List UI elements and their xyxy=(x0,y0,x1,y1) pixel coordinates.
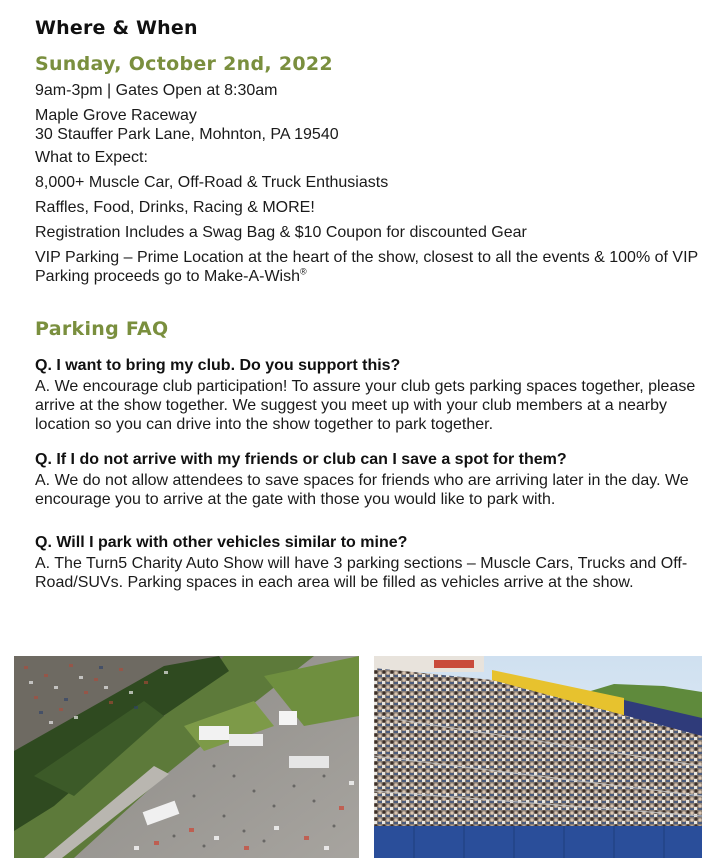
faq-answer-similar-vehicles: A. The Turn5 Charity Auto Show will have 3 parking sections – Muscle Cars, Trucks and Off-Road/SUVs. Parking spaces in each area will be filled as vehicles arrive at the show. xyxy=(35,555,688,591)
vip-parking-text xyxy=(35,248,703,286)
what-to-expect-label: What to Expect: xyxy=(35,149,148,166)
faq-question-club: Q. I want to bring my club. Do you support this? xyxy=(35,357,401,374)
where-when-heading: Where & When xyxy=(35,17,198,39)
event-time: 9am-3pm | Gates Open at 8:30am xyxy=(35,82,278,99)
venue-name: Maple Grove Raceway xyxy=(35,107,197,124)
registered-mark: ® xyxy=(300,266,307,277)
event-date: Sunday, October 2nd, 2022 xyxy=(35,53,333,75)
venue-address: 30 Stauffer Park Lane, Mohnton, PA 19540 xyxy=(35,126,339,143)
faq-answer-save-spot: A. We do not allow attendees to save spaces for friends who are arriving later in the day. We encourage you to arrive at the gate with those you would like to park with. xyxy=(35,472,689,508)
parking-faq-heading: Parking FAQ xyxy=(35,318,169,340)
event-info xyxy=(35,14,703,592)
expect-item-registration: Registration Includes a Swag Bag & $10 Coupon for discounted Gear xyxy=(35,224,527,241)
expect-item-raffles: Raffles, Food, Drinks, Racing & MORE! xyxy=(35,199,315,216)
faq-question-similar-vehicles: Q. Will I park with other vehicles similar to mine? xyxy=(35,534,408,551)
grandstand-crowd-photo xyxy=(374,656,702,858)
vip-parking-body: VIP Parking – Prime Location at the heart of the show, closest to all the events & 100% of VIP Parking proceeds go to Make-A-Wish xyxy=(35,249,698,285)
aerial-car-show-photo xyxy=(14,656,359,858)
faq-question-save-spot: Q. If I do not arrive with my friends or club can I save a spot for them? xyxy=(35,451,567,468)
expect-item-enthusiasts: 8,000+ Muscle Car, Off-Road & Truck Enthusiasts xyxy=(35,174,389,191)
faq-answer-club: A. We encourage club participation! To assure your club gets parking spaces together, please arrive at the show together. We suggest you meet up with your club members at a nearby location so you can drive into the show together to park together. xyxy=(35,378,696,433)
